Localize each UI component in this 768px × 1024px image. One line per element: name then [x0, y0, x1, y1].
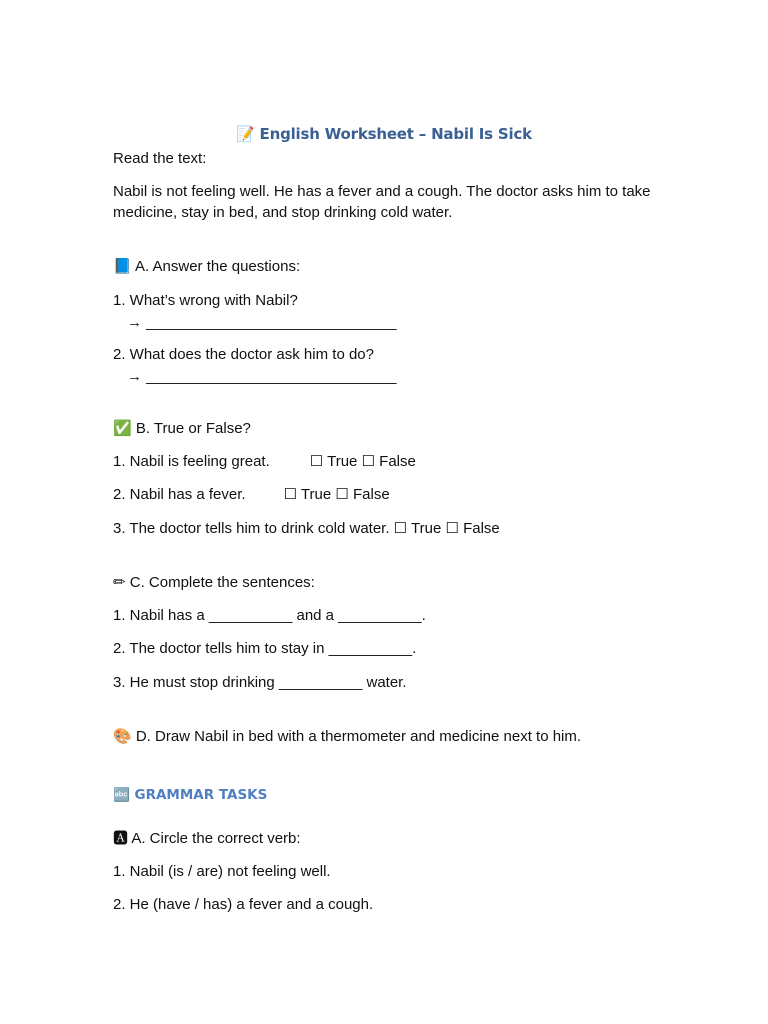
section-c-sentence-2: 2. The doctor tells him to stay in __________.: [113, 640, 417, 657]
section-b-statement-1: [113, 451, 416, 472]
section-b-statement-2: [113, 484, 390, 505]
section-a-question-1: 1. What’s wrong with Nabil?: [113, 292, 298, 309]
worksheet-title: 📝 English Worksheet – Nabil Is Sick: [236, 125, 532, 143]
section-d-heading: 🎨 D. Draw Nabil in bed with a thermometer and medicine next to him.: [113, 728, 582, 745]
section-a-heading: 📘 A. Answer the questions:: [113, 258, 301, 275]
section-b-statement-1-text: 1. Nabil is feeling great.: [113, 453, 270, 470]
section-a-question-2: 2. What does the doctor ask him to do?: [113, 346, 374, 363]
section-b-heading: ✅ B. True or False?: [113, 420, 251, 437]
section-a-answer-line-1: → ______________________________: [127, 314, 397, 331]
section-b-statement-2-options: ☐ True ☐ False: [283, 486, 390, 503]
grammar-sentence-1: 1. Nabil (is / are) not feeling well.: [113, 863, 331, 880]
section-b-statement-1-options: ☐ True ☐ False: [309, 453, 416, 470]
section-a-answer-line-2: → ______________________________: [127, 368, 397, 385]
section-c-sentence-3: 3. He must stop drinking __________ water.: [113, 674, 407, 691]
reading-text: Nabil is not feeling well. He has a fever and a cough. The doctor asks him to take medicine, stay in bed, and stop drinking cold water.: [113, 183, 651, 221]
section-c-sentence-1: 1. Nabil has a __________ and a __________.: [113, 607, 426, 624]
section-b-statement-3: 3. The doctor tells him to drink cold water. ☐ True ☐ False: [113, 520, 500, 537]
section-c-heading: ✏ C. Complete the sentences:: [113, 574, 315, 591]
grammar-sentence-2: 2. He (have / has) a fever and a cough.: [113, 896, 374, 913]
section-b-statement-2-text: 2. Nabil has a fever.: [113, 486, 246, 503]
grammar-tasks-heading: 🔤 GRAMMAR TASKS: [113, 787, 268, 803]
grammar-task-a-heading: 🅰 A. Circle the correct verb:: [113, 830, 301, 847]
reading-label: Read the text:: [113, 150, 207, 167]
